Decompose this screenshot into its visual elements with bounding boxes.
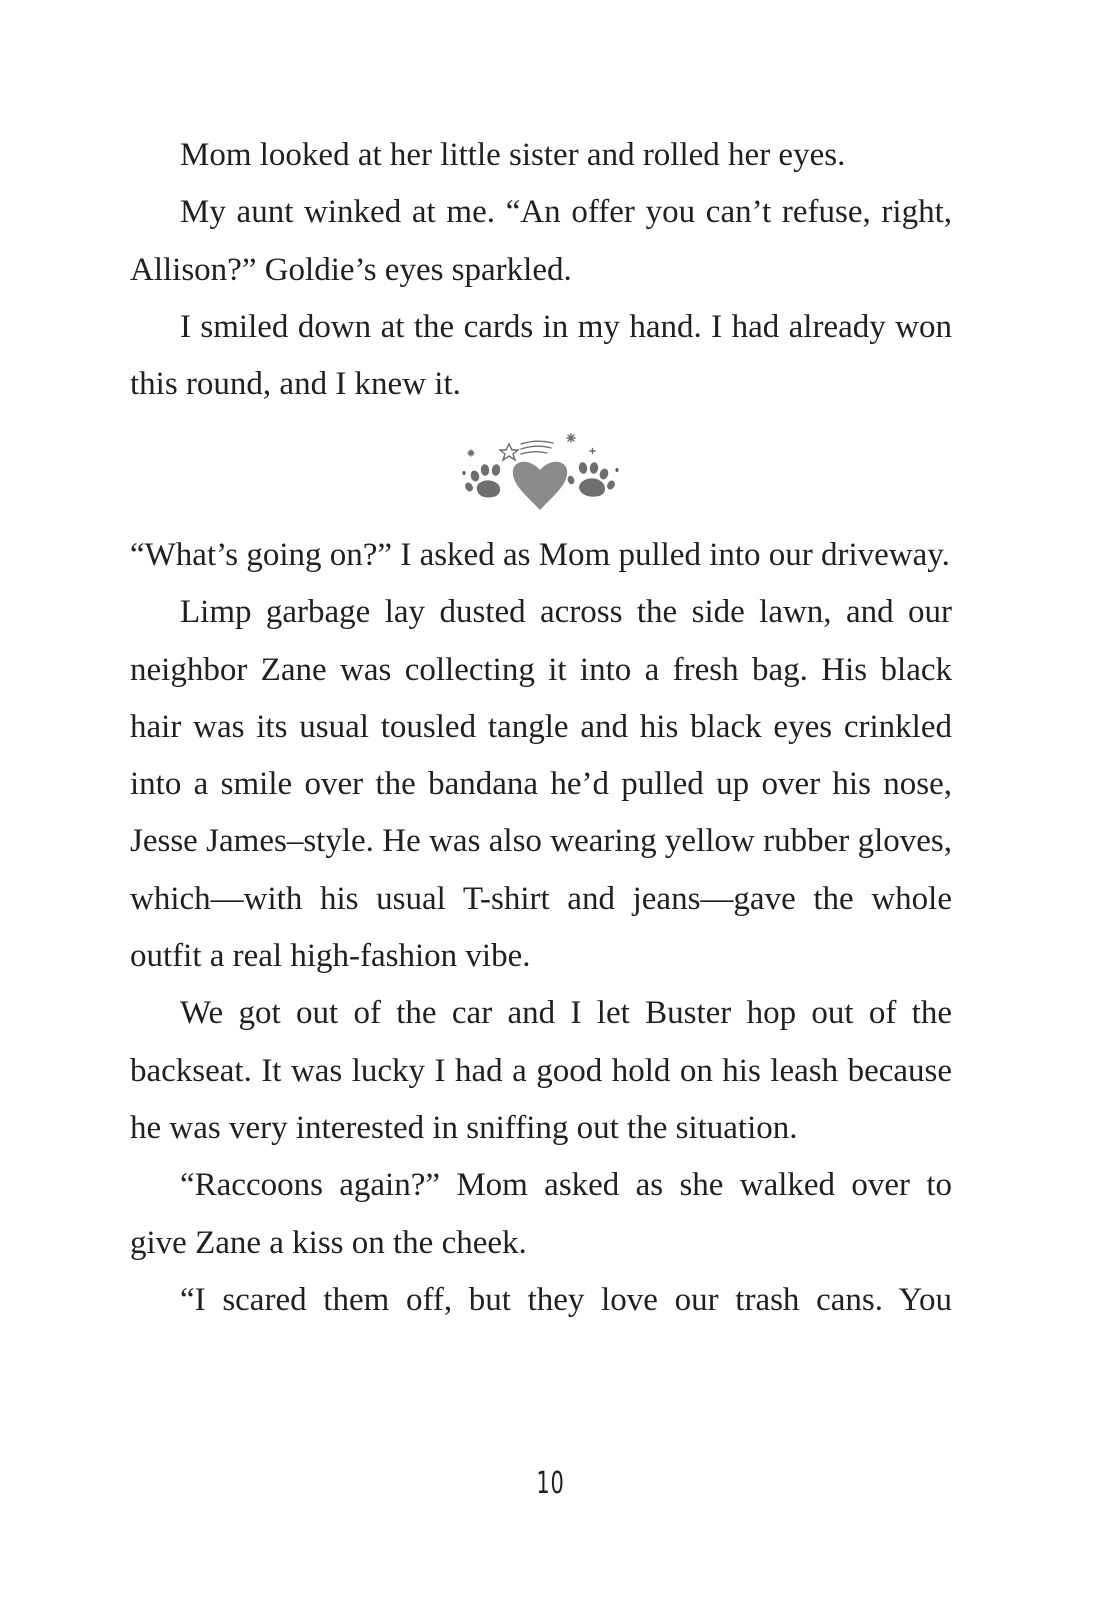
paragraph: My aunt winked at me. “An offer you can’t refuse, right, Allison?” Goldie’s eyes sparkled. bbox=[130, 194, 952, 288]
paragraph: Mom looked at her little sister and rolled her eyes. bbox=[180, 137, 846, 173]
paragraph: Limp garbage lay dusted across the side lawn, and our neighbor Zane was collecting it into a fresh bag. His black hair was its usual tousled tangle and his black eyes crinkled into a smile over the bandana he’d pulled up over his nose, Jesse James–style. He was also wearing yellow rubber gloves, which—with his usual T-shirt and jeans—gave the whole outfit a real high-fashion vibe. bbox=[130, 594, 952, 975]
paragraph: I smiled down at the cards in my hand. I had already won this round, and I knew it. bbox=[130, 308, 952, 403]
paw-prints-heart-stars-icon bbox=[455, 432, 625, 514]
paragraph: “Raccoons again?” Mom asked as she walked over to give Zane a kiss on the cheek. bbox=[130, 1167, 952, 1261]
paragraph: “I scared them off, but they love our trash cans. You bbox=[180, 1281, 952, 1318]
page-number: 10 bbox=[536, 1466, 565, 1501]
text-section-two bbox=[130, 527, 952, 1329]
paragraph: We got out of the car and I let Buster hop out of the backseat. It was lucky I had a good hold on his leash because he was very interested in sniffing out the situation. bbox=[130, 995, 952, 1146]
text-section-one bbox=[130, 127, 952, 413]
paragraph: “What’s going on?” I asked as Mom pulled into our driveway. bbox=[130, 537, 950, 573]
